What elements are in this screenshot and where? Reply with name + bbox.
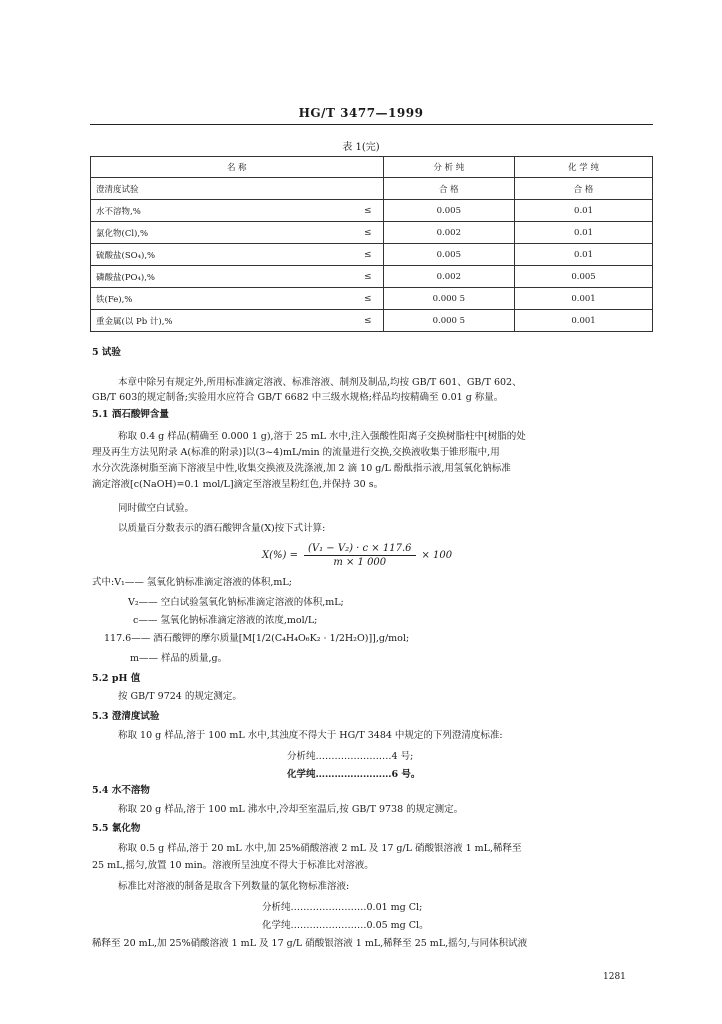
content-formula [262, 543, 452, 568]
section-5-2-title: 5.2 pH 值 [92, 673, 141, 684]
formula-where-line: m—— 样品的质量,g。 [130, 653, 228, 664]
section-5-2-para: 按 GB/T 9724 的规定测定。 [118, 691, 242, 702]
section-5-5-para-line: 稀释至 20 mL,加 25%硝酸溶液 1 mL 及 17 g/L 硝酸银溶液 1 mL,稀释至 25 mL,摇匀,与同体积试液 [92, 938, 528, 949]
table-row [91, 178, 653, 200]
table-row [91, 222, 653, 244]
row-name: 水不溶物,% [96, 206, 141, 217]
section-5-4-title: 5.4 水不溶物 [92, 785, 150, 796]
row-value-cp: 0.001 [515, 288, 653, 310]
section-5-3-para: 称取 10 g 样品,溶于 100 mL 水中,其浊度不得大于 HG/T 3484 中规定的下列澄清度标准: [118, 730, 503, 741]
header-standard-code: HG/T 3477—1999 [298, 106, 424, 120]
table-header-row [91, 157, 653, 178]
row-value-cp: 0.01 [515, 200, 653, 222]
section-5-3-grade-line: 分析纯……………………4 号; [287, 751, 414, 762]
row-limit-symbol: ≤ [364, 293, 372, 304]
table-row [91, 200, 653, 222]
section-5-5-para-line: 称取 0.5 g 样品,溶于 20 mL 水中,加 25%硝酸溶液 2 mL 及 17 g/L 硝酸银溶液 1 mL,稀释至 [118, 843, 522, 854]
formula-numerator: (V₁ − V₂) · c × 117.6 [304, 543, 416, 556]
row-name: 氯化物(Cl),% [96, 228, 149, 239]
formula-tail: × 100 [421, 550, 453, 561]
col-header-ar: 分 析 纯 [383, 157, 514, 178]
row-name: 铁(Fe),% [96, 294, 133, 305]
row-limit-symbol: ≤ [364, 205, 372, 216]
row-name: 硫酸盐(SO₄),% [96, 250, 156, 261]
section-5-5-para-line: 标准比对溶液的制备是取含下列数量的氯化物标准溶液: [118, 881, 350, 892]
row-value-cp: 0.01 [515, 244, 653, 266]
row-value-cp: 0.001 [515, 310, 653, 332]
formula-denominator: m × 1 000 [333, 557, 387, 568]
section-5-1-title: 5.1 酒石酸钾含量 [92, 409, 169, 420]
section-5-1-blank-test: 同时做空白试验。 [118, 503, 195, 514]
section-5-1-para-line: 理及再生方法见附录 A(标准的附录)]以(3~4)mL/min 的流量进行交换,交换液收集于锥形瓶中,用 [92, 447, 500, 458]
table-caption: 表 1(完) [342, 142, 380, 153]
section-5-4-para: 称取 20 g 样品,溶于 100 mL 沸水中,冷却至室温后,按 GB/T 9738 的规定测定。 [118, 804, 464, 815]
row-value-ar: 0.002 [383, 266, 514, 288]
row-limit-symbol: ≤ [364, 227, 372, 238]
formula-where-line: V₂—— 空白试验氢氧化钠标准滴定溶液的体积,mL; [128, 597, 344, 608]
row-value-ar: 0.000 5 [383, 288, 514, 310]
formula-where-line: 式中:V₁—— 氢氧化钠标准滴定溶液的体积,mL; [92, 577, 292, 588]
row-value-cp: 0.005 [515, 266, 653, 288]
section-5-5-title: 5.5 氯化物 [92, 823, 141, 834]
formula-where-line: c—— 氢氧化钠标准滴定溶液的浓度,mol/L; [133, 615, 318, 626]
section-5-5-grade-line: 分析纯……………………0.01 mg Cl; [262, 902, 423, 913]
col-header-name: 名 称 [91, 157, 384, 178]
col-header-cp: 化 学 纯 [515, 157, 653, 178]
header-rule [90, 124, 653, 125]
row-value-ar: 0.005 [383, 200, 514, 222]
spec-table [90, 156, 653, 332]
table-row [91, 288, 653, 310]
section-5-5-para-line: 25 mL,摇匀,放置 10 min。溶液所呈浊度不得大于标准比对溶液。 [92, 860, 374, 871]
row-name: 磷酸盐(PO₄),% [96, 272, 156, 283]
formula-fraction [304, 543, 416, 568]
table-row [91, 310, 653, 332]
row-value-ar: 合 格 [383, 178, 514, 200]
row-value-cp: 合 格 [515, 178, 653, 200]
section-5-1-para-line: 水分次洗涤树脂至滴下溶液呈中性,收集交换液及洗涤液,加 2 滴 10 g/L 酚酞指示液,用氢氧化钠标准 [92, 463, 511, 474]
row-name: 重金属(以 Pb 计),% [96, 316, 173, 327]
section-5-5-grade-line: 化学纯……………………0.05 mg Cl。 [262, 920, 429, 931]
section-5-1-para-line: 滴定溶液[c(NaOH)=0.1 mol/L]滴定至溶液呈粉红色,并保持 30 s。 [92, 479, 384, 490]
section-5-3-grade-line: 化学纯……………………6 号。 [287, 769, 421, 780]
formula-lhs: X(%) = [262, 550, 298, 561]
section-5-1-para-line: 称取 0.4 g 样品(精确至 0.000 1 g),溶于 25 mL 水中,注入强酸性阳离子交换树脂柱中[树脂的处 [118, 431, 526, 442]
formula-where-line: 117.6—— 酒石酸钾的摩尔质量[M[1/2(C₄H₄O₆K₂ · 1/2H₂O)]],g/mol; [104, 633, 410, 644]
section-5-para-line: 本章中除另有规定外,所用标准滴定溶液、标准溶液、制剂及制品,均按 GB/T 601、GB/T 602、 [118, 377, 522, 388]
table-row [91, 244, 653, 266]
row-limit-symbol: ≤ [364, 249, 372, 260]
row-value-ar: 0.002 [383, 222, 514, 244]
row-limit-symbol: ≤ [364, 271, 372, 282]
section-5-3-title: 5.3 澄清度试验 [92, 711, 160, 722]
row-name: 澄清度试验 [96, 184, 139, 195]
section-5-title: 5 试验 [92, 347, 121, 358]
section-5-1-formula-intro: 以质量百分数表示的酒石酸钾含量(X)按下式计算: [118, 523, 326, 534]
page-number: 1281 [603, 972, 626, 982]
row-value-cp: 0.01 [515, 222, 653, 244]
table-row [91, 266, 653, 288]
row-value-ar: 0.005 [383, 244, 514, 266]
row-limit-symbol: ≤ [364, 315, 372, 326]
section-5-para-line: GB/T 603的规定制备;实验用水应符合 GB/T 6682 中三级水规格;样品均按精确至 0.01 g 称量。 [92, 392, 504, 403]
row-value-ar: 0.000 5 [383, 310, 514, 332]
